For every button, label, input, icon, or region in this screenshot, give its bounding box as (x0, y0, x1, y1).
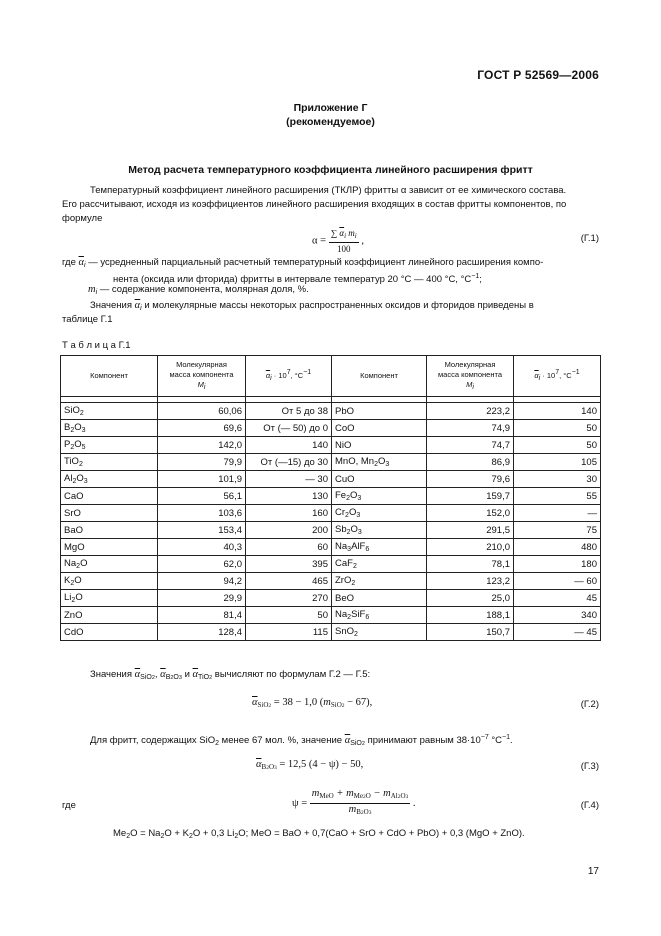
table-row (61, 505, 601, 522)
annex-title: Приложение Г (293, 102, 368, 114)
header-molar-mass-1: Молекулярная масса компонента $M_i$ (158, 356, 246, 397)
component-cell: BaO (61, 522, 158, 539)
alpha-cell: — (514, 505, 601, 522)
silica-note: Для фритт, содержащих SiO$_2$ менее 67 мол. %, значение $\overline{\alpha}_{SiO2}$ принимают равным $38\cdot 10^{-7}$ $^\circ С^{-1}$. (90, 734, 513, 747)
alpha-cell: 200 (246, 522, 332, 539)
component-cell: MnO, $Mn_2O_3$ (332, 454, 427, 471)
molar-mass-cell: 152,0 (427, 505, 514, 522)
molar-mass-cell: 159,7 (427, 488, 514, 505)
alpha-cell: 340 (514, 607, 601, 624)
document-header: ГОСТ Р 52569—2006 (477, 68, 599, 82)
molar-mass-cell: 81,4 (158, 607, 246, 624)
molar-mass-cell: 40,3 (158, 539, 246, 556)
equation-g3-number: (Г.3) (580, 761, 599, 772)
component-cell: BeO (332, 590, 427, 607)
molar-mass-cell: 79,9 (158, 454, 246, 471)
component-cell: MgO (61, 539, 158, 556)
method-title: Метод расчета температурного коэффициента линейного расширения фритт (128, 164, 533, 176)
table-row (61, 556, 601, 573)
molar-mass-cell: 78,1 (427, 556, 514, 573)
component-cell: CuO (332, 471, 427, 488)
alpha-cell: 50 (246, 607, 332, 624)
molar-mass-cell: 25,0 (427, 590, 514, 607)
values-note: Значения $\overline{\alpha}_i$ и молекулярные массы некоторых распространенных оксидов и фторидов приведены в (90, 300, 534, 312)
molar-mass-cell: 94,2 (158, 573, 246, 590)
component-cell: $Al_2O_3$ (61, 471, 158, 488)
alpha-cell: — 30 (246, 471, 332, 488)
component-cell: ZrO$_2$ (332, 573, 427, 590)
molar-mass-cell: 69,6 (158, 420, 246, 437)
table-row (61, 539, 601, 556)
table-row (61, 573, 601, 590)
component-cell: CaF$_2$ (332, 556, 427, 573)
calc-note: Значения $\overline{\alpha}_{SiO2}$, $\overline{\alpha}_{B2O3}$ и $\overline{\alpha}_{TiO2}$ вычисляют по формулам Г.2 — Г.5: (90, 669, 371, 681)
table-row (61, 437, 601, 454)
alpha-cell: 180 (514, 556, 601, 573)
component-cell: $Li_2O$ (61, 590, 158, 607)
component-cell: CaO (61, 488, 158, 505)
molar-mass-cell: 101,9 (158, 471, 246, 488)
alpha-cell: От (— 50) до 0 (246, 420, 332, 437)
molar-mass-cell: 123,2 (427, 573, 514, 590)
alpha-cell: 105 (514, 454, 601, 471)
intro-line-2: Его рассчитывают, исходя из коэффициентов линейного расширения входящих в состав фритты компонентов, по (62, 199, 567, 210)
alpha-cell: 130 (246, 488, 332, 505)
intro-line-3: формуле (62, 213, 103, 224)
component-cell: $Na_3AlF_6$ (332, 539, 427, 556)
alpha-cell: — 60 (514, 573, 601, 590)
table-row (61, 471, 601, 488)
header-component-1: Компонент (61, 356, 158, 397)
alpha-cell: 50 (514, 420, 601, 437)
equation-g1: α = $\frac{\sum \overline{\alpha}_i m_i}{100}$ , (312, 228, 364, 254)
component-cell: $K_2O$ (61, 573, 158, 590)
alpha-cell: — 45 (514, 624, 601, 641)
alpha-cell: 45 (514, 590, 601, 607)
molar-mass-cell: 86,9 (427, 454, 514, 471)
component-cell: SnO$_2$ (332, 624, 427, 641)
molar-mass-cell: 128,4 (158, 624, 246, 641)
header-alpha-1: $\overline{\alpha}_i \cdot 10^7$, $^\circ С^{-1}$ (246, 356, 332, 397)
alpha-cell: 160 (246, 505, 332, 522)
alpha-cell: 465 (246, 573, 332, 590)
equation-g2-number: (Г.2) (580, 699, 599, 710)
table-row (61, 420, 601, 437)
molar-mass-cell: 79,6 (427, 471, 514, 488)
molar-mass-cell: 74,7 (427, 437, 514, 454)
equation-g2: $\overline{\alpha}_{SiO2} = 38 - 1,0$ $(m_{SiO2} - 67)$, (252, 697, 373, 709)
component-cell: $Sb_2O_3$ (332, 522, 427, 539)
molar-mass-cell: 188,1 (427, 607, 514, 624)
molar-mass-cell: 56,1 (158, 488, 246, 505)
molar-mass-cell: 29,9 (158, 590, 246, 607)
table-row (61, 488, 601, 505)
annex-status: (рекомендуемое) (286, 116, 375, 128)
component-cell: SrO (61, 505, 158, 522)
component-cell: CoO (332, 420, 427, 437)
alpha-cell: От (—15) до 30 (246, 454, 332, 471)
molar-mass-cell: 291,5 (427, 522, 514, 539)
table-row (61, 607, 601, 624)
molar-mass-cell: 210,0 (427, 539, 514, 556)
alpha-cell: 270 (246, 590, 332, 607)
component-cell: $Cr_2O_3$ (332, 505, 427, 522)
molar-mass-cell: 142,0 (158, 437, 246, 454)
equation-g5: $Me_2O = Na_2O + K_2O + 0,3$ $Li_2O$; MeO = BaO + 0,7(CaO + SrO + CdO + PbO) + 0,3 (MgO + ZnO). (113, 828, 525, 840)
component-cell: TiO$_2$ (61, 454, 158, 471)
equation-g4: ψ = $\frac{m_{MeO} + m_{Me2O} - m_{Al2O3}}{m_{B2O3}}$ . (292, 788, 416, 816)
molar-mass-cell: 223,2 (427, 403, 514, 420)
alpha-cell: 115 (246, 624, 332, 641)
header-molar-mass-2: Молекулярная масса компонента $M_i$ (427, 356, 514, 397)
component-cell: PbO (332, 403, 427, 420)
equation-g3: $\overline{\alpha}_{B2O3} = 12,5$ (4 − ψ) − 50, (256, 759, 364, 771)
alpha-cell: 55 (514, 488, 601, 505)
alpha-cell: 140 (246, 437, 332, 454)
molar-mass-cell: 153,4 (158, 522, 246, 539)
intro-line-1: Температурный коэффициент линейного расширения (ТКЛР) фритты α зависит от ее химического состава. (90, 185, 567, 196)
where-alpha-cont: нента (оксида или фторида) фритты в интервале температур 20 °С — 400 °С, $^\circ С^{-1}$; (113, 273, 482, 285)
table-body (61, 403, 601, 641)
component-cell: NiO (332, 437, 427, 454)
component-cell: CdO (61, 624, 158, 641)
component-cell: $P_2O_5$ (61, 437, 158, 454)
where-label: где (62, 800, 76, 811)
component-cell: $Na_2SiF_6$ (332, 607, 427, 624)
component-cell: $B_2O_3$ (61, 420, 158, 437)
alpha-cell: От 5 до 38 (246, 403, 332, 420)
component-cell: $Na_2O$ (61, 556, 158, 573)
values-note-line2: таблице Г.1 (62, 314, 113, 325)
alpha-cell: 395 (246, 556, 332, 573)
header-component-2: Компонент (332, 356, 427, 397)
table-caption: Т а б л и ц а Г.1 (62, 340, 131, 351)
alpha-cell: 75 (514, 522, 601, 539)
table-row (61, 454, 601, 471)
table-row (61, 403, 601, 420)
molar-mass-cell: 150,7 (427, 624, 514, 641)
molar-mass-cell: 74,9 (427, 420, 514, 437)
table-row (61, 522, 601, 539)
table-row (61, 590, 601, 607)
page-number: 17 (587, 866, 599, 877)
alpha-cell: 30 (514, 471, 601, 488)
where-alpha: где $\overline{\alpha}_i$ — усредненный парциальный расчетный температурный коэффициент линейного расширения компо- (62, 257, 544, 269)
molar-mass-cell: 103,6 (158, 505, 246, 522)
alpha-cell: 60 (246, 539, 332, 556)
table-header-row (61, 356, 601, 397)
equation-g4-number: (Г.4) (580, 800, 599, 811)
where-m: $m_i$ — содержание компонента, молярная доля, %. (88, 284, 309, 296)
header-alpha-2: $\overline{\alpha}_i \cdot 10^7$, $^\circ С^{-1}$ (514, 356, 601, 397)
equation-g1-number: (Г.1) (580, 233, 599, 244)
components-table (60, 355, 601, 641)
alpha-cell: 480 (514, 539, 601, 556)
alpha-cell: 140 (514, 403, 601, 420)
alpha-cell: 50 (514, 437, 601, 454)
molar-mass-cell: 60,06 (158, 403, 246, 420)
table-row (61, 624, 601, 641)
component-cell: SiO$_2$ (61, 403, 158, 420)
component-cell: $Fe_2O_3$ (332, 488, 427, 505)
molar-mass-cell: 62,0 (158, 556, 246, 573)
component-cell: ZnO (61, 607, 158, 624)
